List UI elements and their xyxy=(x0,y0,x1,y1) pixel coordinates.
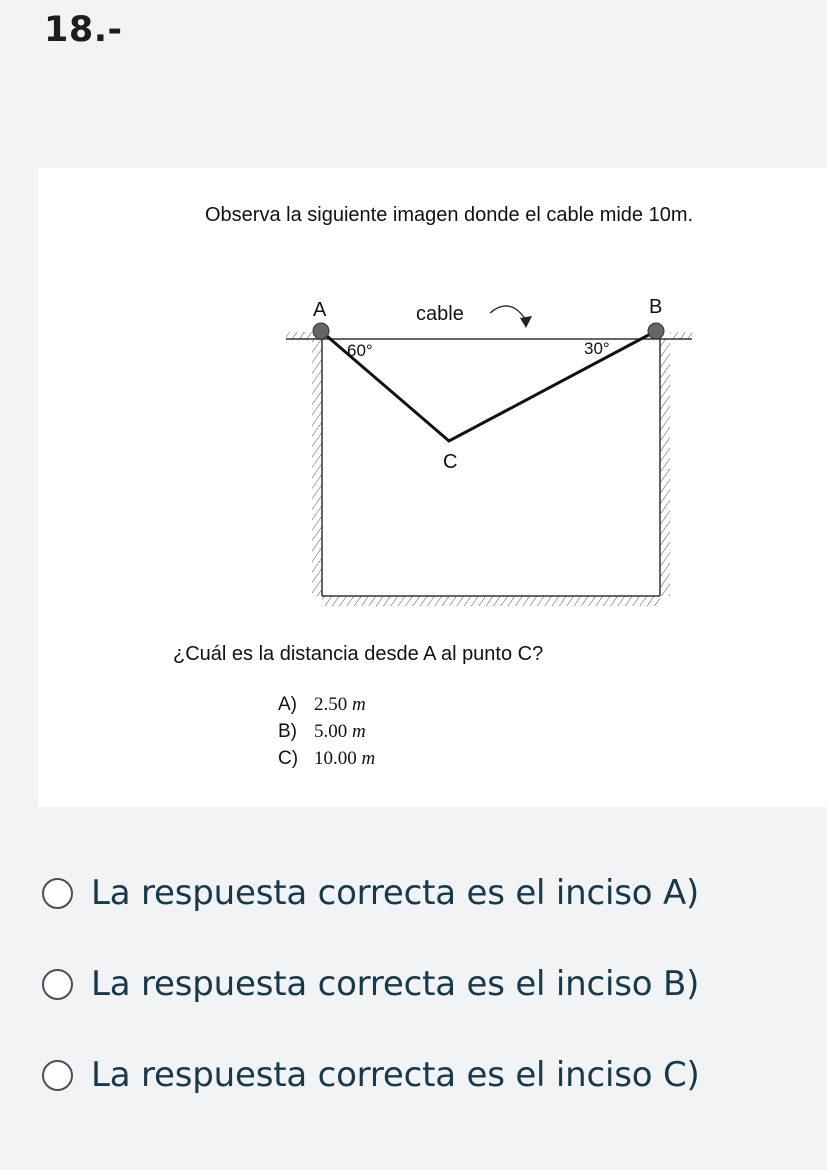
label-a: A xyxy=(313,299,327,321)
label-c: C xyxy=(443,451,458,473)
radio-button-icon[interactable] xyxy=(42,969,73,1000)
answer-choice-c-label: La respuesta correcta es el inciso C) xyxy=(91,1055,700,1095)
answer-choice-a-label: La respuesta correcta es el inciso A) xyxy=(91,873,700,913)
floor-hatch xyxy=(322,596,660,606)
option-b-value: 5.00 xyxy=(314,721,348,742)
answer-choice-b[interactable] xyxy=(42,961,699,1007)
option-c-unit: m xyxy=(361,748,376,769)
option-c-letter: C) xyxy=(278,748,299,769)
option-a-unit: m xyxy=(352,694,366,715)
option-b-letter: B) xyxy=(278,721,297,742)
answer-choice-c[interactable] xyxy=(42,1052,700,1098)
question-text: ¿Cuál es la distancia desde A al punto C? xyxy=(173,643,544,665)
anchor-b xyxy=(648,323,664,339)
left-wall-hatch xyxy=(312,338,322,596)
radio-button-icon[interactable] xyxy=(42,1060,73,1091)
option-a-letter: A) xyxy=(278,694,297,715)
radio-button-icon[interactable] xyxy=(42,878,73,909)
angle-b: 30° xyxy=(584,339,610,358)
option-b xyxy=(278,718,375,745)
label-cable: cable xyxy=(416,303,464,325)
option-b-unit: m xyxy=(352,721,366,742)
option-c xyxy=(278,745,375,772)
anchor-a xyxy=(313,323,329,339)
option-c-value: 10.00 xyxy=(314,748,357,769)
answer-choice-b-label: La respuesta correcta es el inciso B) xyxy=(91,964,700,1004)
answer-choice-a[interactable] xyxy=(42,870,699,916)
question-intro: Observa la siguiente imagen donde el cable mide 10m. xyxy=(205,204,694,226)
cable-arrow xyxy=(490,306,526,320)
cable-arrowhead xyxy=(520,316,532,328)
option-a-value: 2.50 xyxy=(314,694,348,715)
right-wall-hatch xyxy=(660,338,670,596)
option-list xyxy=(278,691,375,772)
angle-a: 60° xyxy=(347,341,373,360)
question-number: 18.- xyxy=(44,10,123,50)
option-a xyxy=(278,691,375,718)
label-b: B xyxy=(649,296,663,318)
question-card xyxy=(38,168,827,807)
cable-diagram xyxy=(38,168,827,628)
